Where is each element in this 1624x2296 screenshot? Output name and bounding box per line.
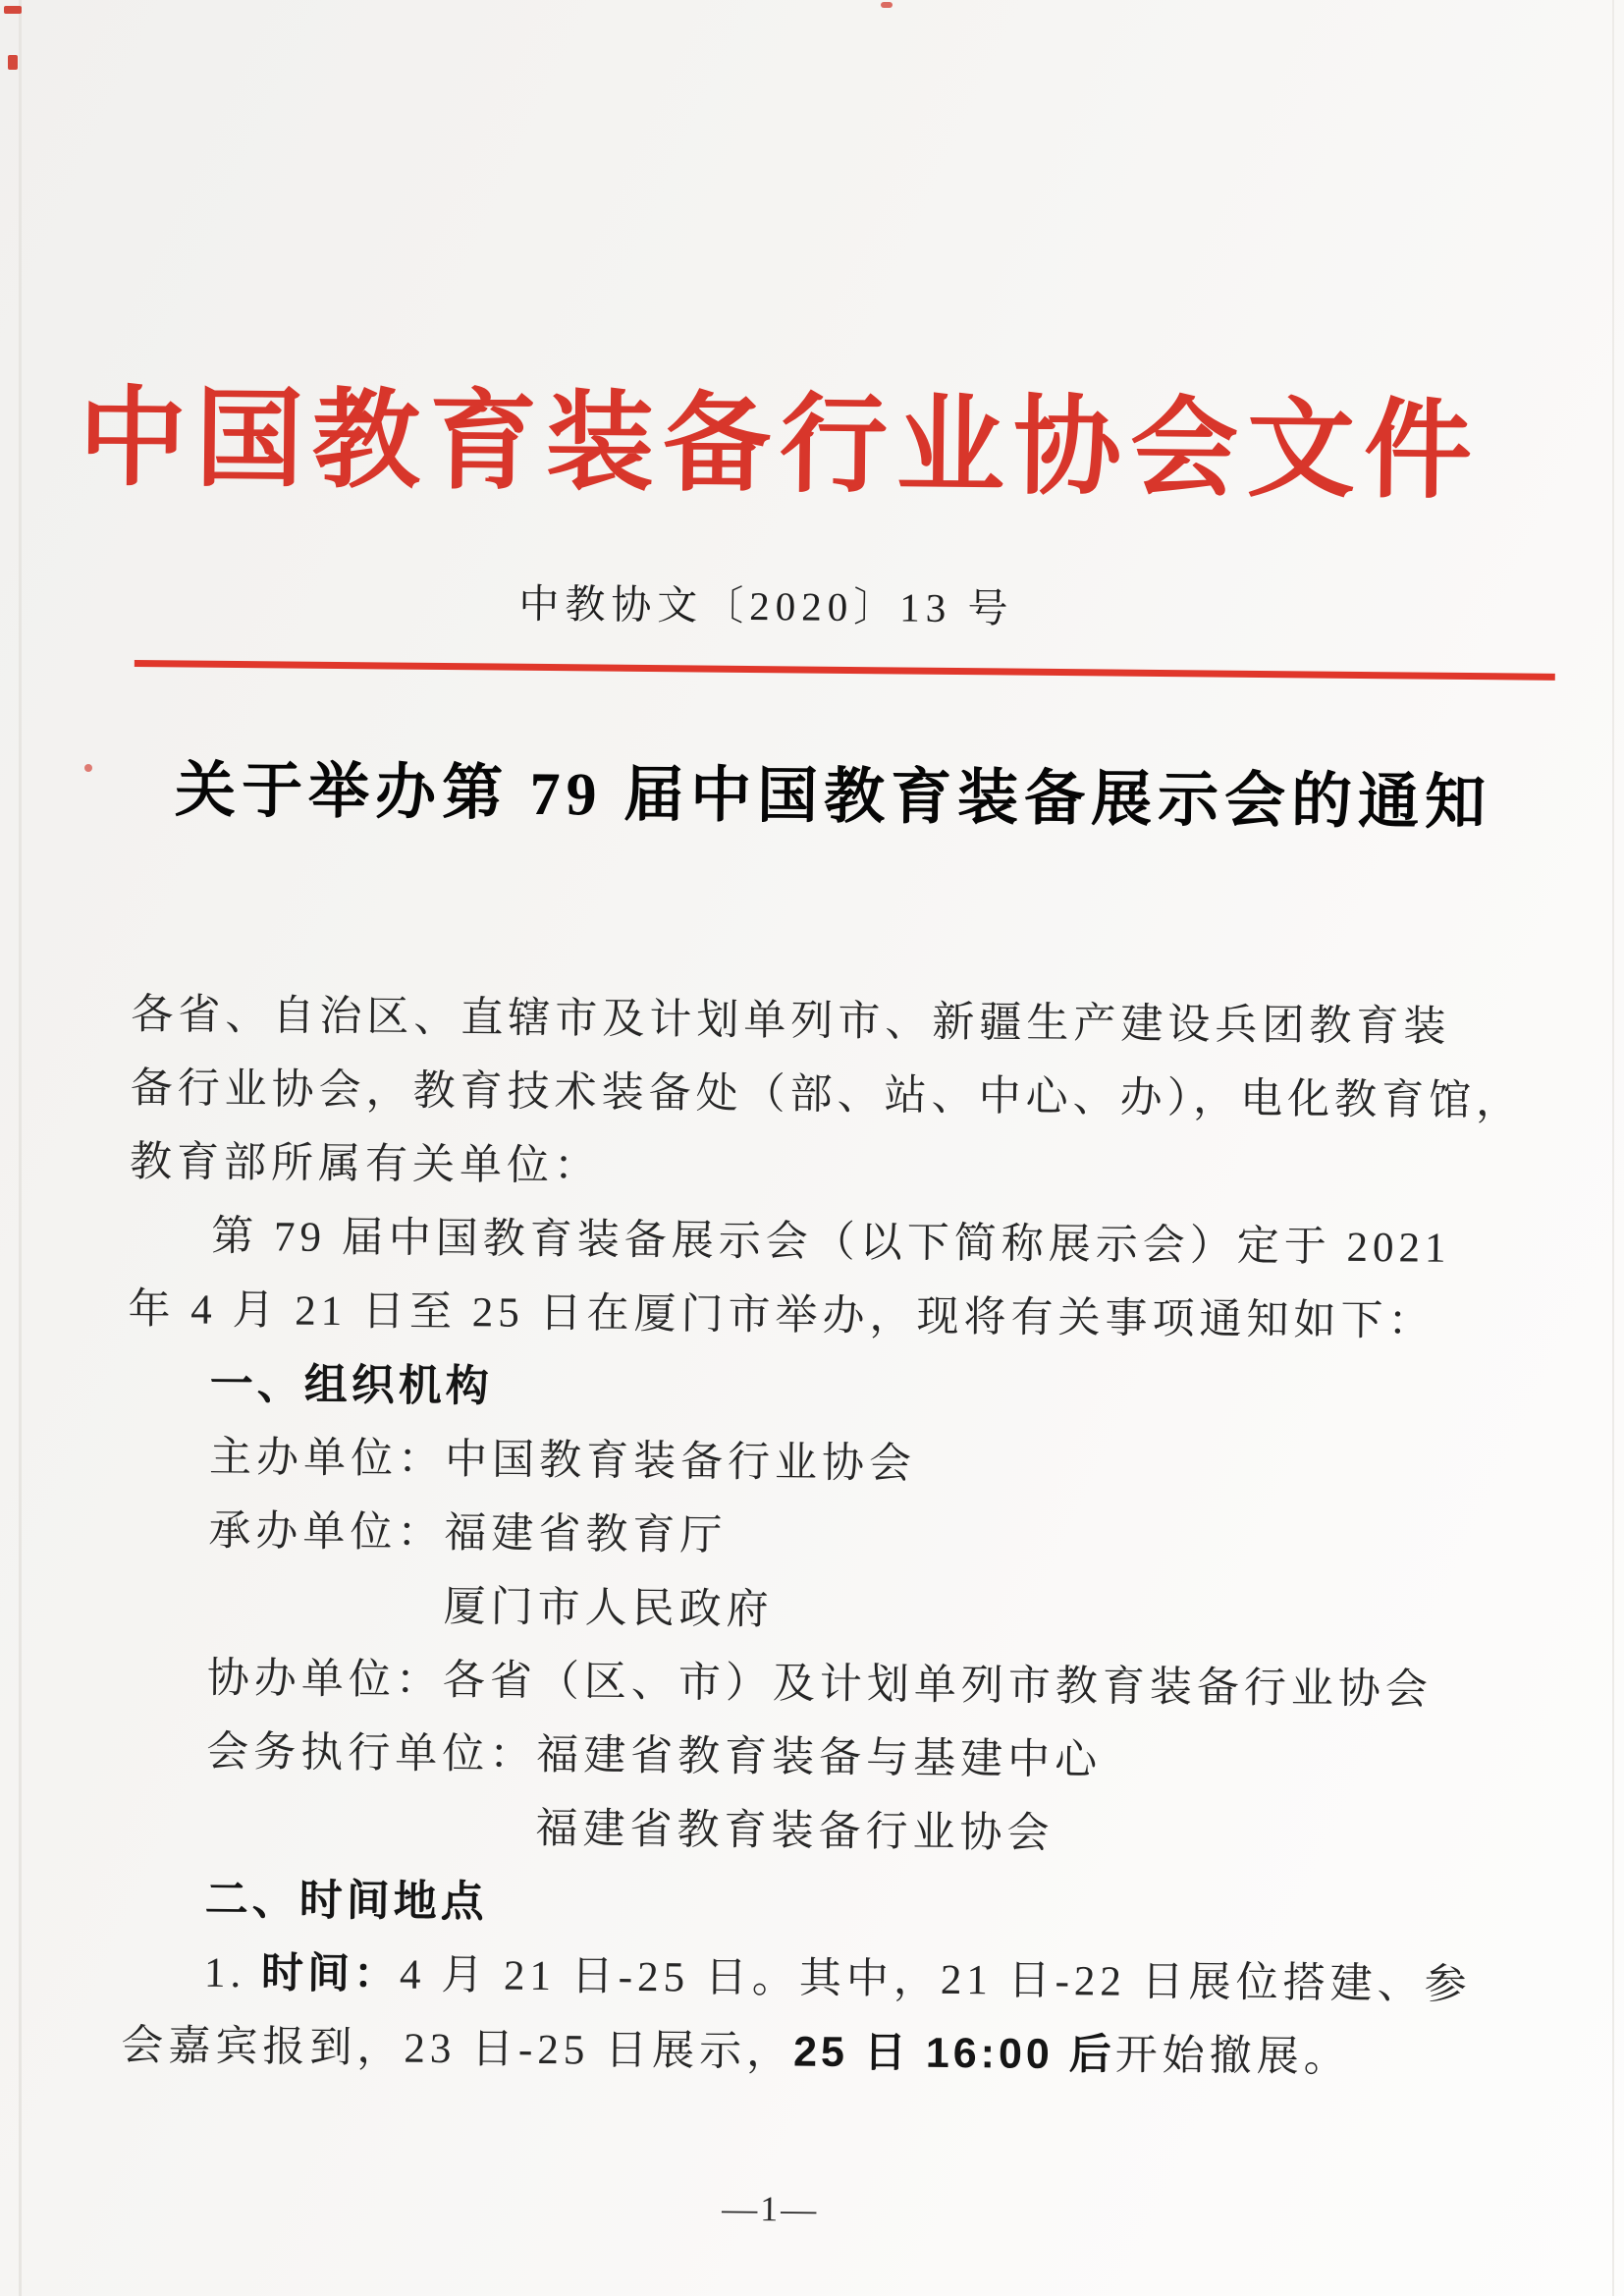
document-body [121, 978, 1526, 2097]
body-line-salutation-1: 各省、自治区、直辖市及计划单列市、新疆生产建设兵团教育装 [131, 991, 1451, 1051]
host-value: 中国教育装备行业协会 [444, 1437, 917, 1488]
executor-value: 福建省教育装备与基建中心 [535, 1731, 1103, 1784]
body-line-intro-2: 年 4 月 21 日至 25 日在厦门市举办，现将有关事项通知如下： [128, 1285, 1435, 1345]
body-line-time-1 [122, 1936, 1517, 2023]
body-line-salutation-2: 备行业协会，教育技术装备处（部、站、中心、办），电化教育馆， [130, 1065, 1524, 1125]
body-line-executor-cont [123, 1788, 1518, 1876]
agency-letterhead-title: 中国教育装备行业协会文件 [78, 378, 1482, 513]
red-divider-line [135, 660, 1555, 681]
co-organizer-value: 各省（区、市）及计划单列市教育装备行业协会 [442, 1658, 1434, 1714]
body-line-organizer-cont [125, 1567, 1520, 1655]
body-line-organizer [126, 1494, 1521, 1581]
organizer-value-2: 厦门市人民政府 [443, 1584, 774, 1634]
page-number: —1— [722, 2188, 820, 2229]
time-cont-pre: 会嘉宾报到，23 日-25 日展示， [121, 2022, 794, 2076]
organizer-label: 承办单位： [208, 1507, 445, 1558]
body-line-host [127, 1420, 1522, 1507]
organizer-value: 福建省教育厅 [444, 1510, 728, 1559]
time-label: 时间： [260, 1949, 401, 1998]
alignment-spacer [208, 1618, 444, 1620]
section2-heading: 二、时间地点 [204, 1875, 488, 1927]
body-line-executor [124, 1715, 1519, 1802]
body-line-co-organizer [125, 1641, 1520, 1728]
document-number: 中教协文〔2020〕13 号 [518, 580, 1014, 631]
host-label: 主办单位： [208, 1434, 446, 1484]
document-title: 关于举办第 79 届中国教育装备展示会的通知 [174, 757, 1492, 838]
alignment-spacer [205, 1839, 535, 1842]
body-line-time-2 [121, 2009, 1516, 2097]
co-organizer-label: 协办单位： [206, 1655, 444, 1705]
time-cont-post: 开始撤展。 [1114, 2032, 1351, 2081]
body-line-salutation-3: 教育部所属有关单位： [129, 1138, 602, 1190]
time-text: 4 月 21 日-25 日。其中，21 日-22 日展位搭建、参 [399, 1951, 1472, 2009]
section1-heading: 一、组织机构 [209, 1359, 494, 1411]
body-line-intro-1: 第 79 届中国教育装备展示会（以下简称展示会）定于 2021 [211, 1213, 1451, 1272]
executor-label: 会务执行单位： [205, 1728, 537, 1778]
time-cont-bold: 25 日 16:00 后 [792, 2028, 1116, 2079]
executor-value-2: 福建省教育装备行业协会 [535, 1805, 1055, 1858]
item-number: 1. [203, 1949, 262, 1997]
